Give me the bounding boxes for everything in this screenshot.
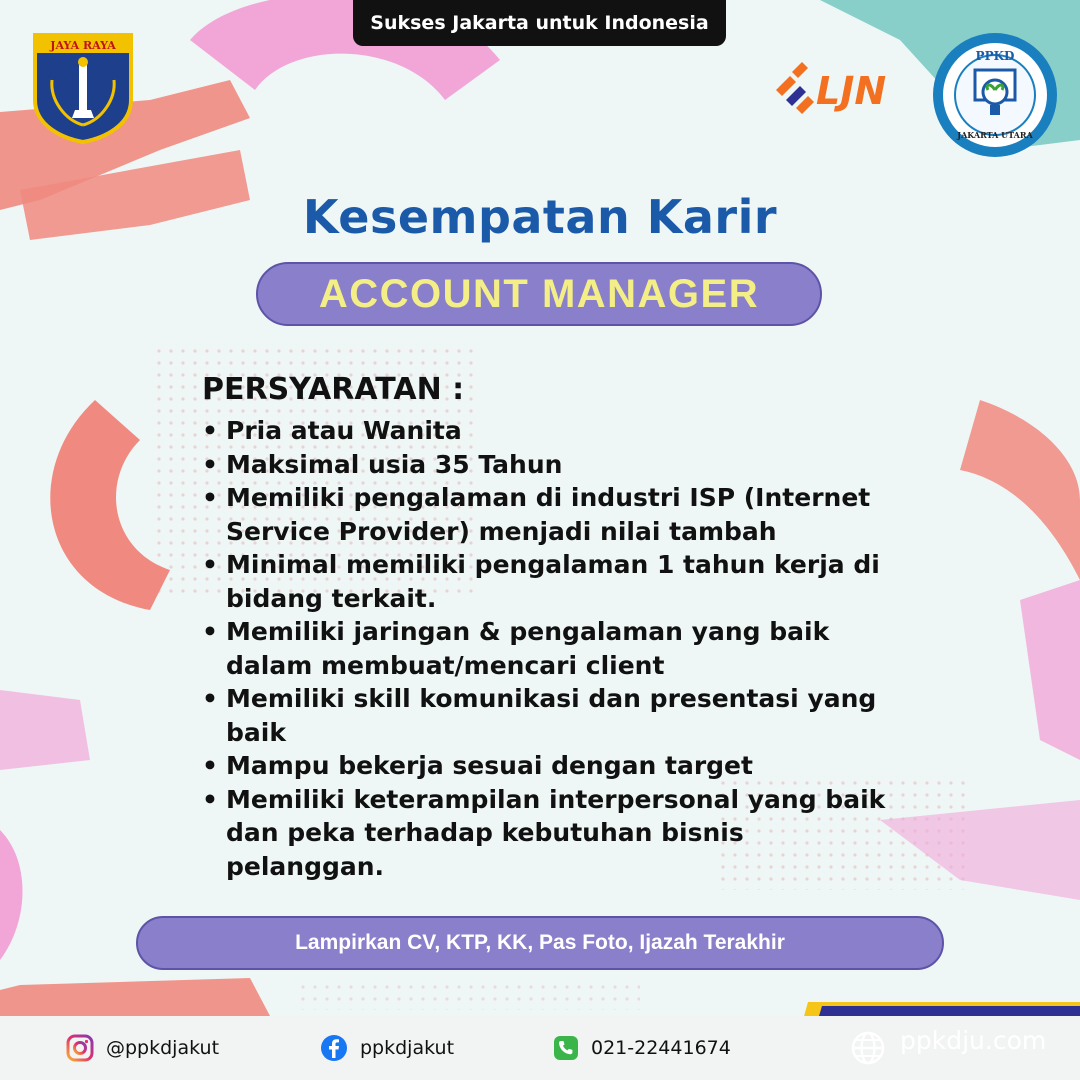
facebook-icon bbox=[320, 1034, 348, 1062]
requirement-item: • Memiliki jaringan & pengalaman yang baik dalam membuat/mencari client bbox=[202, 615, 902, 682]
ppkd-logo bbox=[930, 30, 1060, 160]
facebook-handle: ppkdjakut bbox=[360, 1037, 455, 1059]
ppkd-bottom-text: JAKARTA UTARA bbox=[957, 130, 1033, 140]
requirements-heading: PERSYARATAN : bbox=[202, 372, 465, 407]
position-title: ACCOUNT MANAGER bbox=[318, 271, 760, 316]
ljn-text: LJN bbox=[816, 69, 887, 113]
instagram-handle: @ppkdjakut bbox=[106, 1037, 220, 1059]
phone-number: 021-22441674 bbox=[591, 1037, 731, 1059]
footer-phone[interactable] bbox=[553, 1016, 731, 1080]
requirement-item: • Memiliki skill komunikasi dan presentasi yang baik bbox=[202, 682, 902, 749]
requirements-section bbox=[202, 370, 902, 883]
jaya-raya-logo bbox=[30, 30, 136, 144]
globe-icon bbox=[850, 1030, 886, 1066]
footer-instagram[interactable] bbox=[66, 1016, 219, 1080]
requirement-item: • Memiliki pengalaman di industri ISP (Internet Service Provider) menjadi nilai tambah bbox=[202, 481, 902, 548]
attachment-text: Lampirkan CV, KTP, KK, Pas Foto, Ijazah Terakhir bbox=[295, 931, 785, 954]
footer-facebook[interactable] bbox=[320, 1016, 454, 1080]
attachment-note bbox=[136, 916, 944, 970]
requirement-item: • Mampu bekerja sesuai dengan target bbox=[202, 749, 902, 783]
requirement-item: • Pria atau Wanita bbox=[202, 414, 902, 448]
page-title: Kesempatan Karir bbox=[302, 190, 778, 244]
phone-icon bbox=[553, 1035, 579, 1061]
tagline-text: Sukses Jakarta untuk Indonesia bbox=[370, 12, 709, 34]
position-badge bbox=[256, 262, 822, 326]
instagram-icon bbox=[66, 1034, 94, 1062]
ppkd-top-text: PPKD bbox=[975, 49, 1015, 63]
requirement-item: • Memiliki keterampilan interpersonal yang baik dan peka terhadap kebutuhan bisnis pelanggan. bbox=[202, 783, 902, 884]
requirements-list bbox=[202, 414, 902, 883]
requirement-item: • Maksimal usia 35 Tahun bbox=[202, 448, 902, 482]
ljn-logo bbox=[772, 60, 912, 116]
jaya-raya-text: JAYA RAYA bbox=[50, 39, 116, 52]
website-link[interactable]: ppkdju.com bbox=[900, 1026, 1047, 1055]
tagline-banner bbox=[353, 0, 726, 46]
requirement-item: • Minimal memiliki pengalaman 1 tahun kerja di bidang terkait. bbox=[202, 548, 902, 615]
